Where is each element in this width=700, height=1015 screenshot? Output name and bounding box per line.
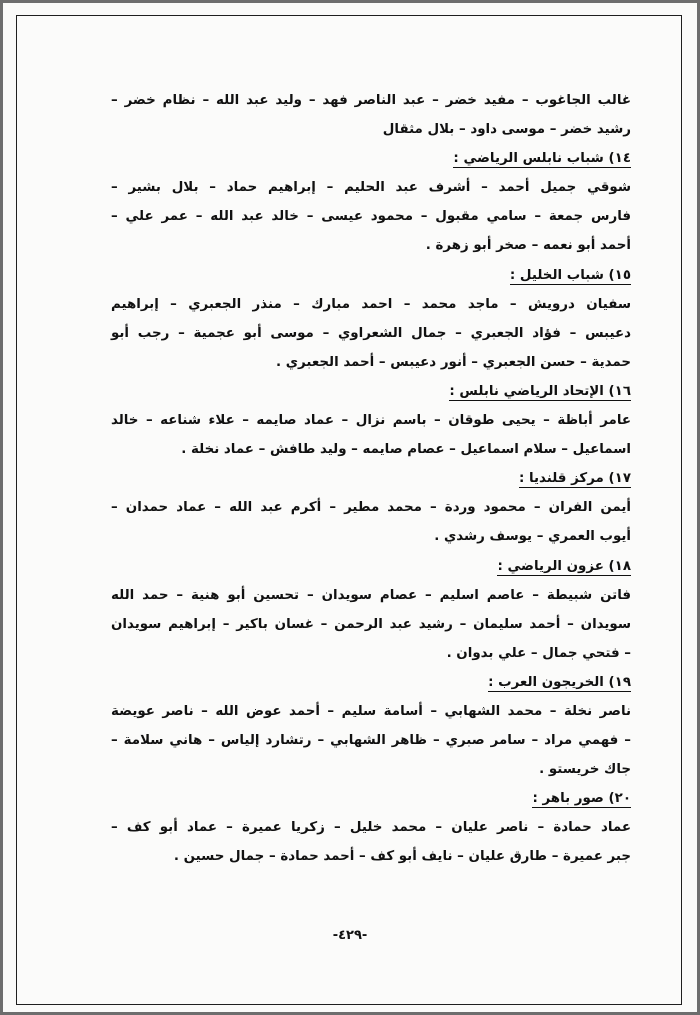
section-block xyxy=(111,261,631,377)
text-line: أيمن الفران – محمود وردة – محمد مطير – أكرم عبد الله – عماد حمدان – xyxy=(111,500,631,516)
document-body xyxy=(111,86,631,872)
section-block xyxy=(111,144,631,260)
text-line: عامر أباظة – يحيى طوقان – باسم نزال – عماد صايمه – علاء شناعه – خالد xyxy=(111,413,631,429)
text-line: عماد حمادة – ناصر عليان – محمد خليل – زكريا عميرة – عماد أبو كف – xyxy=(111,820,631,836)
section-heading-text: ٢٠) صور باهر : xyxy=(532,791,631,807)
section-heading xyxy=(111,144,631,173)
text-line: فاتن شبيطة – عاصم اسليم – عصام سويدان – تحسين أبو هنية – حمد الله xyxy=(111,587,631,603)
document-page xyxy=(16,15,682,1005)
text-line: – فتحي جمال – علي بدوان . xyxy=(446,645,631,661)
section-heading xyxy=(111,377,631,406)
section-heading xyxy=(111,464,631,493)
section-heading xyxy=(111,784,631,813)
scan-frame xyxy=(3,3,697,1012)
section-heading xyxy=(111,261,631,290)
section-block xyxy=(111,668,631,784)
text-line: أحمد أبو نعمه – صخر أبو زهرة . xyxy=(425,238,631,254)
section-block xyxy=(111,552,631,668)
section-heading-text: ١٨) عزون الرياضي : xyxy=(497,558,631,574)
text-line: سفيان درويش – ماجد محمد – احمد مبارك – منذر الجعبري – إبراهيم xyxy=(111,296,631,312)
text-line: غالب الجاغوب – مفيد خضر – عبد الناصر فهد – وليد عبد الله – نظام خضر – xyxy=(111,93,631,108)
section-heading-text: ١٥) شباب الخليل : xyxy=(509,267,631,283)
text-line: جاك خريستو . xyxy=(539,762,631,778)
section-block xyxy=(111,464,631,551)
section-block xyxy=(111,86,631,144)
text-line: ناصر نخلة – محمد الشهابي – أسامة سليم – أحمد عوض الله – ناصر عويضة xyxy=(111,703,631,719)
text-line: أيوب العمري – يوسف رشدي . xyxy=(434,529,631,545)
section-block xyxy=(111,784,631,871)
section-block xyxy=(111,377,631,464)
text-line: حمدية – حسن الجعبري – أنور دعيبس – أحمد الجعبري . xyxy=(276,354,631,370)
text-line: – فهمي مراد – سامر صبري – ظاهر الشهابي – رتشارد إلياس – هاني سلامة – xyxy=(111,733,631,749)
section-heading-text: ١٧) مركز قلنديا : xyxy=(518,471,631,487)
text-line: سويدان – أحمد سليمان – رشيد عبد الرحمن – غسان باكير – إبراهيم سويدان xyxy=(111,616,631,632)
page-number: -٤٢٩- xyxy=(332,928,368,943)
text-line: دعيبس – فؤاد الجعبري – جمال الشعراوي – موسى أبو عجمية – رجب أبو xyxy=(111,325,631,341)
text-line: رشيد خضر – موسى داود – بلال مثقال xyxy=(382,122,631,138)
text-line: شوقي جميل أحمد – أشرف عبد الحليم – إبراهيم حماد – بلال بشير – xyxy=(111,180,631,196)
section-heading-text: ١٤) شباب نابلس الرياضي : xyxy=(453,151,631,167)
section-heading-text: ١٦) الإتحاد الرياضي نابلس : xyxy=(449,383,631,399)
section-heading xyxy=(111,668,631,697)
text-line: اسماعيل – سلام اسماعيل – عصام صايمه – وليد طافش – عماد نخلة . xyxy=(181,442,631,458)
text-line: جبر عميرة – طارق عليان – نايف أبو كف – أحمد حمادة – جمال حسين . xyxy=(173,849,631,865)
section-heading xyxy=(111,552,631,581)
text-line: فارس جمعة – سامي مقبول – محمود عيسى – خالد عبد الله – عمر علي – xyxy=(111,209,631,225)
section-heading-text: ١٩) الخريجون العرب : xyxy=(488,674,631,690)
